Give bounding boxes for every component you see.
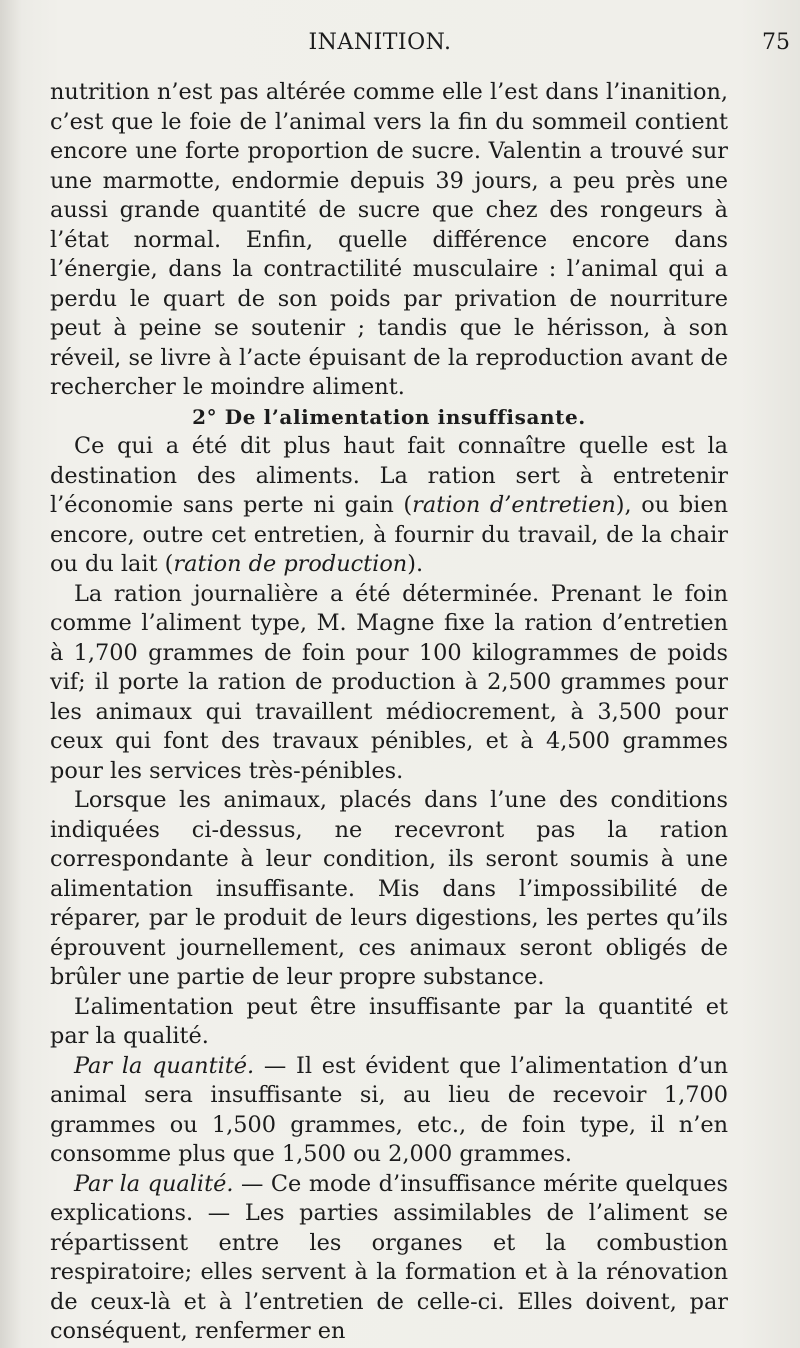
paragraph-continued: nutrition n’est pas altérée comme elle l’est dans l’inanition, c’est que le foie de l’animal vers la fin du sommeil contient encore une forte proportion de sucre. Valentin a trouvé sur une marmotte, endormie depuis 39 jours, a peu près une aussi grande quantité de sucre que chez des rongeurs à l’état normal. Enfin, quelle différence encore dans l’énergie, dans la contractilité musculaire : l’animal qui a perdu le quart de son poids par privation de nourriture peut à peine se soutenir ; tandis que le hérisson, à son réveil, se livre à l’acte épuisant de la reproduction avant de rechercher le moindre aliment. (50, 79, 728, 400)
running-head: INANITION. (308, 30, 452, 55)
ration-text-a: Ce qui a été dit plus haut fait connaître quelle est la destination des aliments. La ration sert à entretenir l’économie sans perte ni gain ( (50, 433, 728, 518)
paragraph-ration-journaliere: La ration journalière a été déterminée. Prenant le foin comme l’aliment type, M. Magne fixe la ration d’entretien à 1,700 grammes de foin pour 100 kilogrammes de poids vif; il porte la ration de production à 2,500 grammes pour les animaux qui travaillent médiocrement, à 3,500 pour ceux qui font des travaux pénibles, et à 4,500 grammes pour les services très-pénibles. (50, 580, 728, 784)
ration-term-production: ration de production (173, 551, 408, 577)
qualite-label: Par la qualité. (74, 1170, 234, 1197)
ration-text-e: ). (407, 551, 424, 577)
paragraph-insuffisante: L’alimentation peut être insuffisante par la quantité et par la qualité. (50, 993, 728, 1049)
page-header (48, 30, 790, 62)
text-body (50, 78, 728, 1347)
paragraph-quantite (50, 1052, 728, 1170)
paragraph-ration (50, 432, 728, 580)
page-number: 75 (762, 30, 790, 55)
ration-text-c: ), ou bien encore, outre cet entretien, à fournir du travail, de la chair ou du lait ( (50, 492, 728, 577)
paragraph-conditions: Lorsque les animaux, placés dans l’une des conditions indiquées ci-dessus, ne recevront pas la ration correspondante à leur condition, ils seront soumis à une alimentation insuffisante. Mis dans l’impossibilité de réparer, par le produit de leurs digestions, les pertes qu’ils éprouvent journellement, ces animaux seront obligés de brûler une partie de leur propre substance. (50, 787, 728, 990)
quantite-text: — Il est évident que l’alimentation d’un animal sera insuffisante si, au lieu de recevoir 1,700 grammes ou 1,500 grammes, etc., de foin type, il n’en consomme plus que 1,500 ou 2,000 grammes. (50, 1052, 729, 1167)
qualite-text: — Ce mode d’insuffisance mérite quelques explications. — Les parties assimilables de l’aliment se répartissent entre les organes et la combustion respiratoire; elles servent à la formation et à la rénovation de ceux-là et à l’entretien de celle-ci. Elles doivent, par conséquent, renfermer en (50, 1170, 728, 1344)
paragraph-qualite (50, 1170, 728, 1347)
section-heading: 2° De l’alimentation insuffisante. (192, 404, 586, 429)
quantite-label: Par la quantité. (74, 1052, 255, 1079)
ration-term-entretien: ration d’entretien (412, 492, 616, 518)
